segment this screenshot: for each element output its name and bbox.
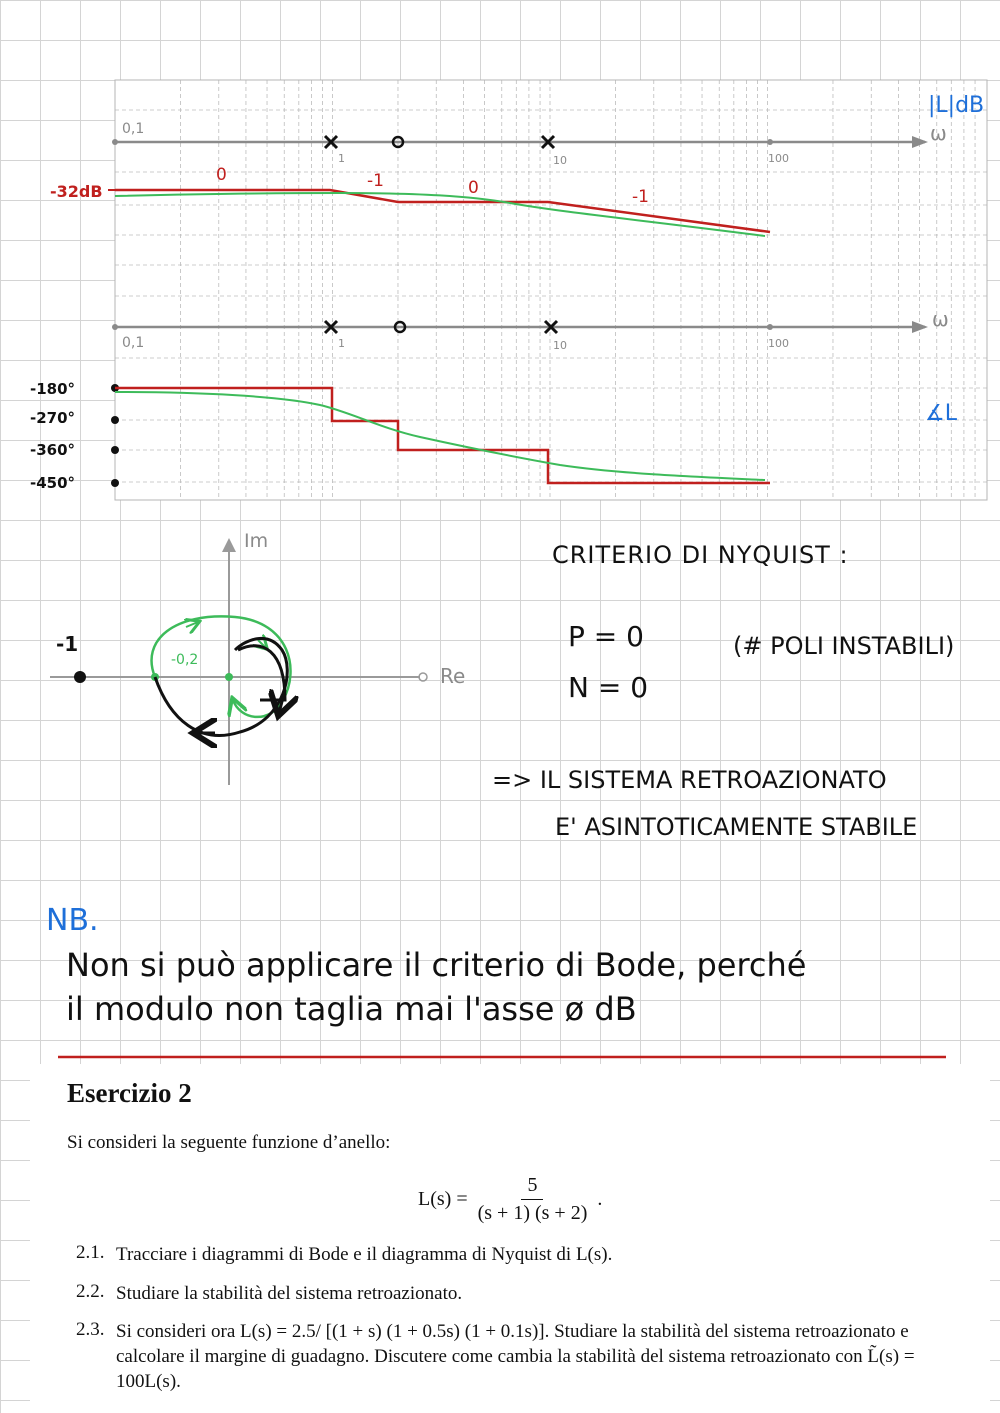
minus-one-label: -1 [56,632,79,656]
nyquist-criterion [492,541,954,841]
tick-0-1: 0,1 [122,121,145,137]
phase-tick-1: 1 [338,337,345,350]
loop-function-formula [418,1174,602,1225]
formula-lhs: L(s) = [418,1188,468,1210]
phase-unit-label: ∡L [925,401,957,426]
p-equation: P = 0 [568,620,644,653]
point-label: -0,2 [171,652,199,668]
phase-tick-100: 100 [768,337,789,350]
magnitude-omega-label: ω [930,121,947,145]
im-label: Im [244,530,269,552]
task-number: 2.2. [76,1281,105,1302]
minus-one-point [74,671,86,683]
exercise-title: Esercizio 2 [67,1078,192,1108]
task-number: 2.1. [76,1242,105,1263]
phase-omega-label: ω [932,307,949,331]
task-item [76,1281,976,1306]
slope-label-1: 0 [216,165,227,185]
task-text: Tracciare i diagrammi di Bode e il diagramma di Nyquist di L(s). [116,1244,613,1265]
task-item [76,1242,976,1267]
phase-y-label-450: -450° [30,474,76,492]
phase-y-label-360: -360° [30,441,76,459]
formula-end: . [597,1188,603,1210]
slope-label-3: 0 [468,178,479,198]
criterion-title: CRITERIO DI NYQUIST : [552,541,849,569]
formula-fraction [472,1174,594,1225]
nb-line-2: il modulo non taglia mai l'asse ø dB [66,990,637,1028]
n-equation: N = 0 [568,671,649,704]
nb-line-1: Non si può applicare il criterio di Bode, perché [66,946,807,984]
tick-1: 1 [338,152,345,165]
p-note: (# POLI INSTABILI) [733,632,955,660]
formula-denominator: (s + 1) (s + 2) [477,1202,588,1224]
magnitude-unit-label: |L|dB [928,93,985,118]
task-text: Studiare la stabilità del sistema retroazionato. [116,1283,463,1304]
slope-label-4: -1 [632,187,649,207]
conclusion-line-2: E' ASINTOTICAMENTE STABILE [555,813,918,841]
conclusion-line-1: => IL SISTEMA RETROAZIONATO [492,766,887,794]
nb-label: NB. [46,903,99,938]
formula-numerator: 5 [521,1174,543,1200]
exercise-section [30,1064,990,1413]
phase-tick-0-1: 0,1 [122,335,145,351]
nb-note [46,903,946,1057]
re-label: Re [440,664,466,688]
task-text: Si consideri ora L(s) = 2.5/ [(1 + s) (1 + 0.5s) (1 + 0.1s)]. Studiare la stabilità del sistema retroazionato e calcolare il margine di guadagno. Discutere come cambia la stabilità del sistema retroazionato con L̃(s) = 100L(s). [116,1321,915,1392]
phase-y-label-270: -270° [30,409,76,427]
nyquist-diagram [50,530,465,785]
task-item [76,1319,976,1394]
tick-100: 100 [768,152,789,165]
slope-label-2: -1 [367,171,384,191]
tick-10: 10 [553,154,567,167]
task-number: 2.3. [76,1319,105,1340]
phase-tick-10: 10 [553,339,567,352]
exercise-intro: Si consideri la seguente funzione d’anello: [67,1132,391,1153]
magnitude-y-label: -32dB [50,182,103,201]
phase-y-label-180: -180° [30,380,76,398]
imaginary-axis-arrow-icon [222,538,236,552]
